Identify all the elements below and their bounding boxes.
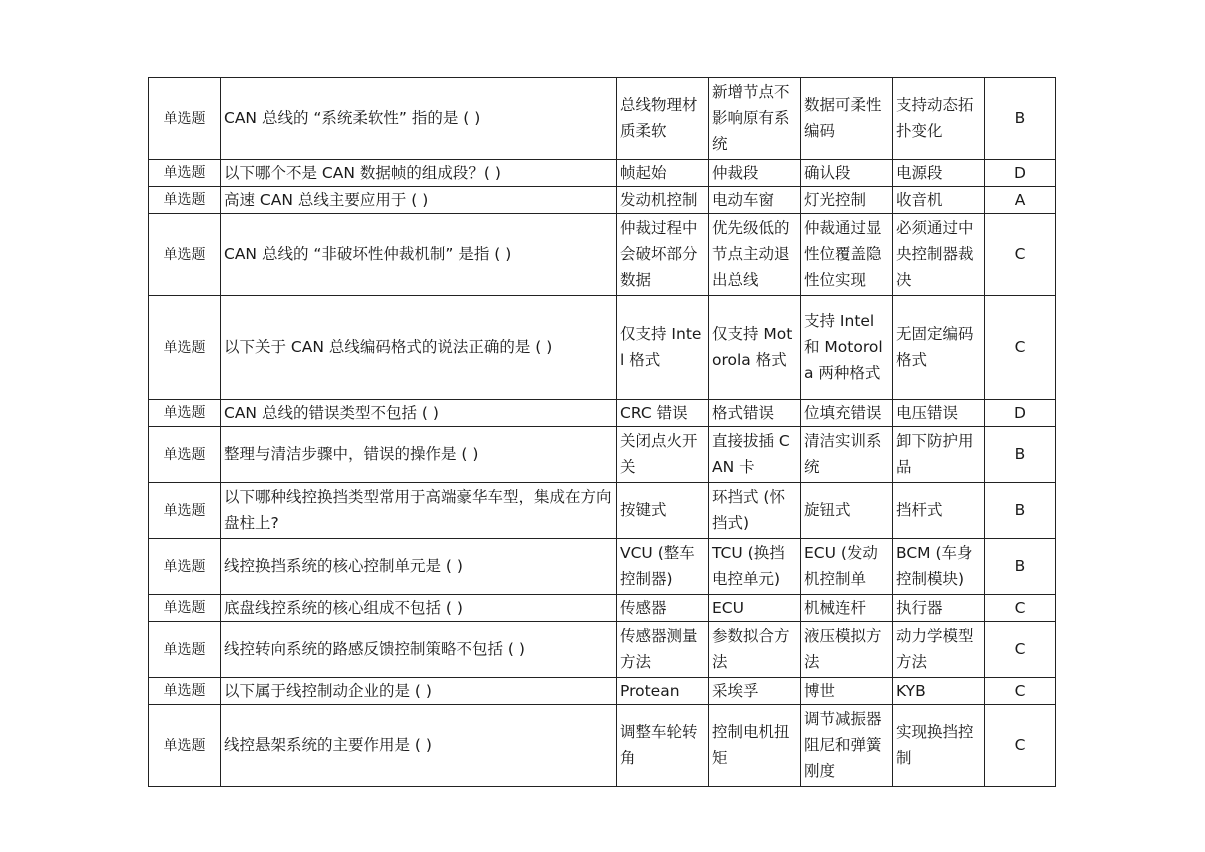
answer: B bbox=[985, 427, 1056, 483]
table-row bbox=[149, 296, 1056, 400]
answer: C bbox=[985, 296, 1056, 400]
table-row bbox=[149, 539, 1056, 595]
table-row bbox=[149, 214, 1056, 296]
table-row bbox=[149, 705, 1056, 787]
question-text: 以下哪个不是 CAN 数据帧的组成段？( ) bbox=[221, 160, 617, 187]
table-row bbox=[149, 187, 1056, 214]
option-a: 调整车轮转角 bbox=[617, 705, 709, 787]
question-text: 底盘线控系统的核心组成不包括 ( ) bbox=[221, 595, 617, 622]
question-table bbox=[148, 77, 1056, 787]
option-a: CRC 错误 bbox=[617, 400, 709, 427]
answer: C bbox=[985, 595, 1056, 622]
option-b: 采埃孚 bbox=[709, 678, 801, 705]
question-type: 单选题 bbox=[149, 160, 221, 187]
option-c: 旋钮式 bbox=[801, 483, 893, 539]
answer: D bbox=[985, 160, 1056, 187]
option-b: 参数拟合方法 bbox=[709, 622, 801, 678]
question-text: 以下哪种线控换挡类型常用于高端豪华车型，集成在方向盘柱上? bbox=[221, 483, 617, 539]
option-a: 仅支持 Intel 格式 bbox=[617, 296, 709, 400]
option-b: TCU (换挡电控单元) bbox=[709, 539, 801, 595]
question-type: 单选题 bbox=[149, 539, 221, 595]
option-d: 挡杆式 bbox=[893, 483, 985, 539]
option-d: 实现换挡控制 bbox=[893, 705, 985, 787]
answer: B bbox=[985, 483, 1056, 539]
option-a: 总线物理材质柔软 bbox=[617, 78, 709, 160]
answer: C bbox=[985, 678, 1056, 705]
option-a: 帧起始 bbox=[617, 160, 709, 187]
question-type: 单选题 bbox=[149, 214, 221, 296]
answer: C bbox=[985, 214, 1056, 296]
question-type: 单选题 bbox=[149, 187, 221, 214]
table-row bbox=[149, 483, 1056, 539]
option-b: 电动车窗 bbox=[709, 187, 801, 214]
option-d: 支持动态拓扑变化 bbox=[893, 78, 985, 160]
table-row bbox=[149, 78, 1056, 160]
option-b: 环挡式 (怀挡式) bbox=[709, 483, 801, 539]
table-row bbox=[149, 622, 1056, 678]
answer: B bbox=[985, 539, 1056, 595]
option-d: 收音机 bbox=[893, 187, 985, 214]
table-row bbox=[149, 595, 1056, 622]
answer: B bbox=[985, 78, 1056, 160]
option-c: 仲裁通过显性位覆盖隐性位实现 bbox=[801, 214, 893, 296]
option-c: 调节减振器阻尼和弹簧刚度 bbox=[801, 705, 893, 787]
option-a: 传感器测量方法 bbox=[617, 622, 709, 678]
question-text: 以下属于线控制动企业的是 ( ) bbox=[221, 678, 617, 705]
question-text: 整理与清洁步骤中，错误的操作是 ( ) bbox=[221, 427, 617, 483]
question-type: 单选题 bbox=[149, 705, 221, 787]
question-text: 高速 CAN 总线主要应用于 ( ) bbox=[221, 187, 617, 214]
question-text: 线控悬架系统的主要作用是 ( ) bbox=[221, 705, 617, 787]
question-type: 单选题 bbox=[149, 483, 221, 539]
question-text: 线控转向系统的路感反馈控制策略不包括 ( ) bbox=[221, 622, 617, 678]
answer: D bbox=[985, 400, 1056, 427]
option-b: 优先级低的节点主动退出总线 bbox=[709, 214, 801, 296]
option-c: 数据可柔性编码 bbox=[801, 78, 893, 160]
option-b: 控制电机扭矩 bbox=[709, 705, 801, 787]
option-d: 卸下防护用品 bbox=[893, 427, 985, 483]
option-b: 仲裁段 bbox=[709, 160, 801, 187]
question-text: CAN 总线的错误类型不包括 ( ) bbox=[221, 400, 617, 427]
question-type: 单选题 bbox=[149, 595, 221, 622]
option-a: 传感器 bbox=[617, 595, 709, 622]
option-b: 格式错误 bbox=[709, 400, 801, 427]
question-type: 单选题 bbox=[149, 622, 221, 678]
option-a: 关闭点火开关 bbox=[617, 427, 709, 483]
answer: C bbox=[985, 705, 1056, 787]
option-b: 直接拔插 CAN 卡 bbox=[709, 427, 801, 483]
option-d: 必须通过中央控制器裁决 bbox=[893, 214, 985, 296]
option-a: 发动机控制 bbox=[617, 187, 709, 214]
option-c: 液压模拟方法 bbox=[801, 622, 893, 678]
option-c: 博世 bbox=[801, 678, 893, 705]
table-row bbox=[149, 160, 1056, 187]
option-c: 位填充错误 bbox=[801, 400, 893, 427]
question-text: 以下关于 CAN 总线编码格式的说法正确的是 ( ) bbox=[221, 296, 617, 400]
option-c: 机械连杆 bbox=[801, 595, 893, 622]
question-text: 线控换挡系统的核心控制单元是 ( ) bbox=[221, 539, 617, 595]
question-text: CAN 总线的 “非破坏性仲裁机制” 是指 ( ) bbox=[221, 214, 617, 296]
table-row bbox=[149, 678, 1056, 705]
question-type: 单选题 bbox=[149, 678, 221, 705]
question-type: 单选题 bbox=[149, 400, 221, 427]
option-b: 仅支持 Motorola 格式 bbox=[709, 296, 801, 400]
option-a: 仲裁过程中会破坏部分数据 bbox=[617, 214, 709, 296]
option-c: 支持 Intel 和 Motorola 两种格式 bbox=[801, 296, 893, 400]
question-type: 单选题 bbox=[149, 78, 221, 160]
table-row bbox=[149, 427, 1056, 483]
question-type: 单选题 bbox=[149, 296, 221, 400]
option-d: 动力学模型方法 bbox=[893, 622, 985, 678]
question-type: 单选题 bbox=[149, 427, 221, 483]
option-d: 电源段 bbox=[893, 160, 985, 187]
table-row bbox=[149, 400, 1056, 427]
answer: A bbox=[985, 187, 1056, 214]
question-text: CAN 总线的 “系统柔软性” 指的是 ( ) bbox=[221, 78, 617, 160]
option-b: 新增节点不影响原有系统 bbox=[709, 78, 801, 160]
option-c: 清洁实训系统 bbox=[801, 427, 893, 483]
option-c: ECU (发动机控制单 bbox=[801, 539, 893, 595]
option-c: 确认段 bbox=[801, 160, 893, 187]
option-b: ECU bbox=[709, 595, 801, 622]
option-d: 执行器 bbox=[893, 595, 985, 622]
option-d: KYB bbox=[893, 678, 985, 705]
option-c: 灯光控制 bbox=[801, 187, 893, 214]
answer: C bbox=[985, 622, 1056, 678]
option-a: 按键式 bbox=[617, 483, 709, 539]
option-d: BCM (车身控制模块) bbox=[893, 539, 985, 595]
option-d: 电压错误 bbox=[893, 400, 985, 427]
option-a: Protean bbox=[617, 678, 709, 705]
option-a: VCU (整车控制器) bbox=[617, 539, 709, 595]
option-d: 无固定编码格式 bbox=[893, 296, 985, 400]
